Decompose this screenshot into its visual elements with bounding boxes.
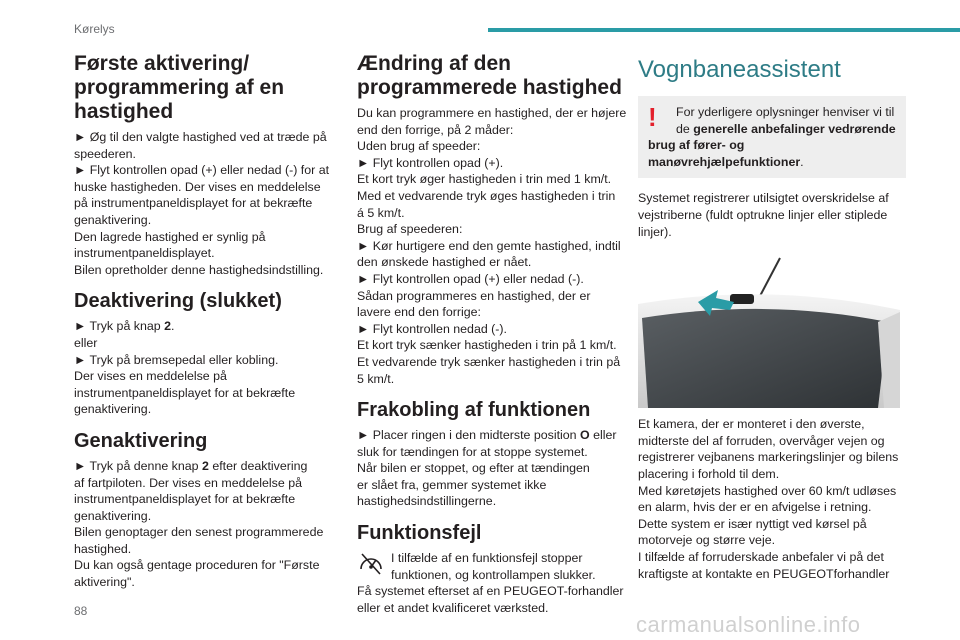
paragraph-change-speed: Du kan programmere en hastighed, der er højere end den forrige, på 2 måder: Uden brug af speeder: ► Flyt kontrollen opad (+). Et kort tryk øger hastigheden i trin med 1 km/t. Med et vedvarende tryk øges hastigheden i trin á 5 km/t. Brug af speederen: ► Kør hurtigere end den gemte hastighed, indtil den ønskede hastighed er nået. ► Flyt kontrollen opad (+) eller nedad (-). Sådan programmeres en hastighed, der er lavere end den forrige: ► Flyt kontrollen nedad (-). Et kort tryk sænker hastigheden i trin på 1 km/t. Et vedvarende tryk sænker hastigheden i trin på 5 km/t. bbox=[357, 106, 627, 386]
section-title: Vognbaneassistent bbox=[638, 56, 841, 83]
paragraph-camera: Et kamera, der er monteret i den øverste, midterste del af forruden, overvåger vejen og registrerer vejbanens markeringslinjer og bilens placering i forhold til dem. Med køretøjets hastighed over 60 km/t udløses en alarm, hvis der er en afvigelse i retning. Dette system er især nyttigt ved kørsel på motorveje og større veje. I tilfælde af forruderskade anbefaler vi på det kraftigste at kontakte en PEUGEOTforhandler bbox=[638, 417, 899, 581]
speedometer-fault-icon bbox=[357, 550, 385, 578]
heading-malfunction: Funktionsfejl bbox=[357, 522, 482, 545]
heading-first-activation: Første aktivering/ programmering af en hastighed bbox=[74, 52, 285, 123]
warning-exclamation-icon: ! bbox=[648, 102, 657, 132]
windscreen-camera-illustration bbox=[638, 252, 900, 408]
warning-note: ! For yderligere oplysninger henviser vi til de generelle anbefalinger vedrørende brug af fører- og manøvrehjælpefunktioner. bbox=[638, 96, 906, 178]
column-2 bbox=[357, 52, 627, 616]
paragraph-malfunction: I tilfælde af en funktionsfejl stopper funktionen, og kontrollampen slukker. Få systemet efterset af en PEUGEOT-forhandler eller et andet kvalificeret værksted. bbox=[357, 551, 624, 615]
paragraph-first-activation: ► Øg til den valgte hastighed ved at træde på speederen. ► Flyt kontrollen opad (+) eller nedad (-) for at huske hastigheden. Der vises en meddelelse på instrumentpaneldisplayet for at bekræfte genaktivering. Den lagrede hastighed er synlig på instrumentpaneldisplayet. Bilen opretholder denne hastighedsindstilling. bbox=[74, 130, 330, 277]
heading-change-speed: Ændring af den programmerede hastighed bbox=[357, 52, 622, 99]
heading-reactivation: Genaktivering bbox=[74, 429, 208, 452]
paragraph-reactivation: ► Tryk på denne knap 2 efter deaktivering af fartpiloten. Der vises en meddelelse på instrumentpaneldisplayet for at bekræfte genaktivering. Bilen genoptager den senest programmerede hastighed. Du kan også gentage proceduren for "Første aktivering". bbox=[74, 458, 324, 590]
paragraph-system: Systemet registrerer utilsigtet overskridelse af vejstriberne (fuldt optrukne linjer eller stiplede linjer). bbox=[638, 191, 889, 239]
heading-deactivation: Deaktivering (slukket) bbox=[74, 290, 282, 313]
running-header: Kørelys bbox=[74, 22, 115, 36]
column-1 bbox=[74, 52, 330, 591]
watermark: carmanualsonline.info bbox=[636, 612, 861, 637]
paragraph-disengage: ► Placer ringen i den midterste position O eller sluk for tændingen for at stoppe systemet. Når bilen er stoppet, og efter at tændingen er slået fra, gemmer systemet ikke hastighedsindstillingerne. bbox=[357, 428, 617, 509]
column-3 bbox=[638, 52, 906, 582]
paragraph-deactivation: ► Tryk på knap 2. eller ► Tryk på bremsepedal eller kobling. Der vises en meddelelse på instrumentpaneldisplayet for at bekræfte genaktivering. bbox=[74, 319, 296, 417]
header-accent-bar bbox=[488, 28, 960, 32]
heading-disengage: Frakobling af funktionen bbox=[357, 399, 591, 422]
page-number: 88 bbox=[74, 604, 88, 618]
